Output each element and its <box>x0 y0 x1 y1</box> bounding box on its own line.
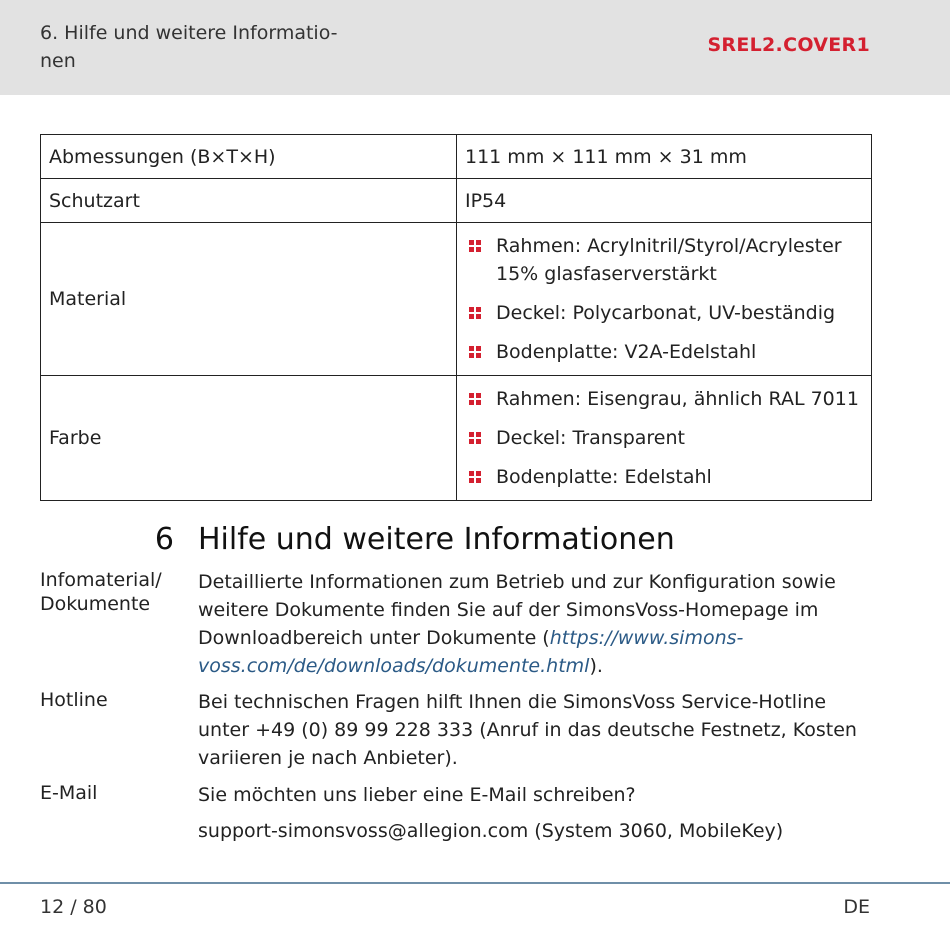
red-four-square-icon <box>469 393 481 405</box>
spec-value: 111 mm × 111 mm × 31 mm <box>457 135 872 179</box>
chapter-number: 6 <box>154 522 174 557</box>
red-four-square-icon <box>469 240 481 252</box>
chapter-title: Hilfe und weitere Informationen <box>198 522 675 557</box>
language-code: DE <box>843 896 870 918</box>
page-header <box>0 0 950 95</box>
list-item-text: Bodenplatte: Edelstahl <box>496 466 712 488</box>
email-address: support-simonsvoss@allegion.com (System 3060, MobileKey) <box>198 820 784 842</box>
red-four-square-icon <box>469 432 481 444</box>
list-item <box>465 299 863 327</box>
spec-label: Abmessungen (B×T×H) <box>41 135 457 179</box>
bullet-list <box>465 232 863 366</box>
list-item <box>465 338 863 366</box>
red-four-square-icon <box>469 471 481 483</box>
footer-divider <box>0 882 950 884</box>
list-item <box>465 385 863 413</box>
header-section-title: 6. Hilfe und weitere Informatio- nen <box>40 22 338 72</box>
spec-value-list <box>457 376 872 501</box>
header-product-code: SREL2.COVER1 <box>707 34 870 56</box>
spec-value-list <box>457 223 872 376</box>
info-label: E-Mail <box>40 782 98 804</box>
info-label: Infomaterial/ Dokumente <box>40 569 162 615</box>
download-link[interactable]: https://www.simons-voss.com/de/downloads/dokumente.html <box>198 627 744 677</box>
page-number: 12 / 80 <box>40 896 107 918</box>
spec-label: Material <box>41 223 457 376</box>
list-item <box>465 463 863 491</box>
spec-row-dimensions <box>41 135 872 179</box>
spec-value: IP54 <box>457 179 872 223</box>
list-item-text: Bodenplatte: V2A-Edelstahl <box>496 341 757 363</box>
list-item-text: Rahmen: Acrylnitril/Styrol/Acrylester 15% glasfaserverstärkt <box>496 235 842 285</box>
list-item <box>465 232 863 288</box>
list-item-text: Deckel: Polycarbonat, UV-beständig <box>496 302 836 324</box>
info-text: Bei technischen Fragen hilft Ihnen die SimonsVoss Service-Hotline unter +49 (0) 89 99 228 333 (Anruf in das deutsche Festnetz, Kosten variieren je nach Anbieter). <box>198 691 857 769</box>
spec-label: Farbe <box>41 376 457 501</box>
spec-table <box>40 134 872 501</box>
red-four-square-icon <box>469 307 481 319</box>
list-item <box>465 424 863 452</box>
info-text-before: Detaillierte Informationen zum Betrieb und zur Konfiguration sowie weitere Dokumente finden Sie auf der SimonsVoss-Homepage im Downloadbereich unter Dokumente ( <box>198 571 836 649</box>
spec-row-protection <box>41 179 872 223</box>
info-text <box>198 781 870 845</box>
list-item-text: Rahmen: Eisengrau, ähnlich RAL 7011 <box>496 388 859 410</box>
email-question: Sie möchten uns lieber eine E-Mail schreiben? <box>198 784 636 806</box>
spec-row-material <box>41 223 872 376</box>
spec-row-color <box>41 376 872 501</box>
info-text <box>198 568 870 680</box>
bullet-list <box>465 385 863 491</box>
spec-label: Schutzart <box>41 179 457 223</box>
red-four-square-icon <box>469 346 481 358</box>
info-label: Hotline <box>40 689 108 711</box>
info-text-after: ). <box>589 655 603 677</box>
list-item-text: Deckel: Transparent <box>496 427 685 449</box>
